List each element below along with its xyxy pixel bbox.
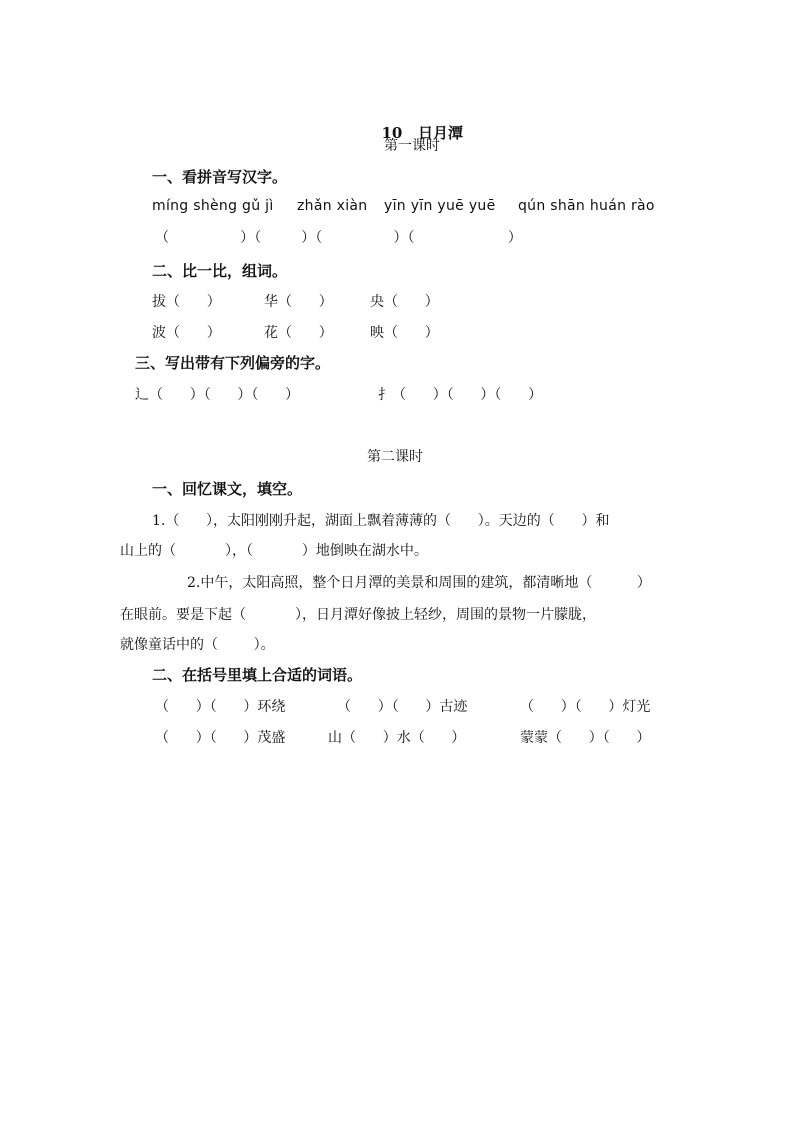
compare-item[interactable]: 波（ ） bbox=[152, 325, 221, 341]
compare-item[interactable]: 华（ ） bbox=[264, 294, 333, 310]
phrase-item[interactable]: （ ）（ ）茂盛 bbox=[155, 730, 286, 746]
compare-item[interactable]: 映（ ） bbox=[370, 325, 439, 341]
fill-line-3[interactable]: 2.中午，太阳高照，整个日月潭的美景和周围的建筑，都清晰地（ ） bbox=[187, 575, 651, 591]
period-2-heading: 第二课时 bbox=[367, 449, 423, 465]
fill-line-4[interactable]: 在眼前。要是下起（ ），日月潭好像披上轻纱，周围的景物一片朦胧， bbox=[120, 607, 596, 623]
p1-q1-answer-blanks[interactable]: （ ）（ ）（ ）（ ） bbox=[155, 230, 522, 246]
period-1-heading: 第一课时 bbox=[384, 138, 440, 154]
lesson-name: 日月潭 bbox=[418, 124, 464, 142]
pinyin-3: yīn yīn yuē yuē bbox=[384, 198, 496, 214]
radical-row-shou[interactable]: 扌（ ）（ ）（ ） bbox=[378, 387, 543, 403]
p1-q1-title: 一、看拼音写汉字。 bbox=[152, 168, 288, 186]
phrase-item[interactable]: 蒙蒙（ ）（ ） bbox=[520, 730, 651, 746]
phrase-item[interactable]: 山（ ）水（ ） bbox=[328, 730, 466, 746]
phrase-item[interactable]: （ ）（ ）古迹 bbox=[337, 699, 468, 715]
lesson-number: 10 bbox=[381, 124, 403, 142]
pinyin-2: zhǎn xiàn bbox=[297, 198, 368, 214]
compare-item[interactable]: 拔（ ） bbox=[152, 294, 221, 310]
compare-item[interactable]: 花（ ） bbox=[264, 325, 333, 341]
fill-line-5[interactable]: 就像童话中的（ ）。 bbox=[120, 637, 275, 653]
pinyin-1: míng shèng gǔ jì bbox=[152, 198, 274, 214]
p2-q1-title: 一、回忆课文，填空。 bbox=[152, 480, 303, 498]
phrase-item[interactable]: （ ）（ ）灯光 bbox=[520, 699, 651, 715]
pinyin-4: qún shān huán rào bbox=[518, 198, 655, 214]
p1-q3-title: 三、写出带有下列偏旁的字。 bbox=[135, 354, 331, 372]
fill-line-2[interactable]: 山上的（ ），（ ）地倒映在湖水中。 bbox=[120, 543, 428, 559]
p1-q2-title: 二、比一比，组词。 bbox=[152, 262, 288, 280]
radical-row-chuo[interactable]: 辶（ ）（ ）（ ） bbox=[135, 387, 300, 403]
fill-line-1[interactable]: 1.（ ），太阳刚刚升起，湖面上飘着薄薄的（ ）。天边的（ ）和 bbox=[152, 513, 610, 529]
p2-q2-title: 二、在括号里填上合适的词语。 bbox=[152, 666, 363, 684]
compare-item[interactable]: 央（ ） bbox=[370, 294, 439, 310]
phrase-item[interactable]: （ ）（ ）环绕 bbox=[155, 699, 286, 715]
